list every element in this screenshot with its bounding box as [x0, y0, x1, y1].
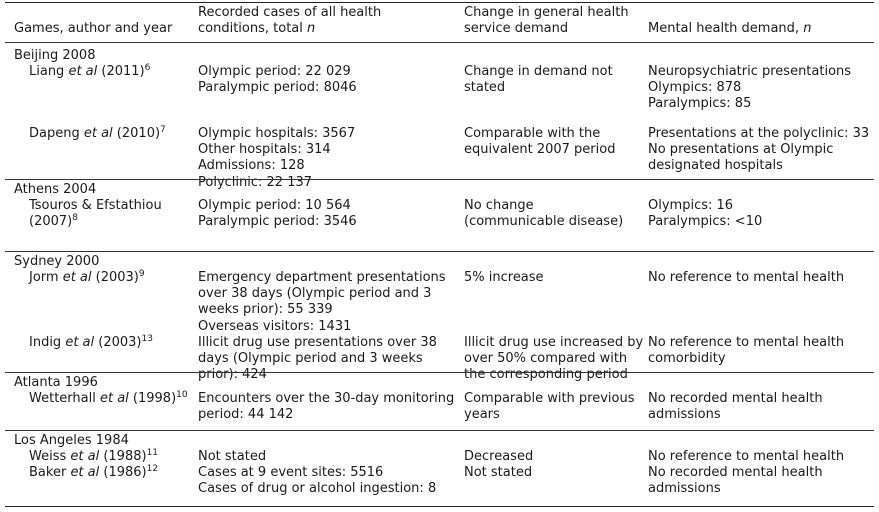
change-cell: Illicit drug use increased by over 50% compared with the corresponding period: [464, 335, 644, 383]
mental-health-cell: Neuropsychiatric presentations Olympics: 878 Paralympics: 85: [648, 64, 852, 112]
change-cell: Comparable with previous years: [464, 391, 635, 423]
reference-number: 7: [160, 125, 166, 135]
reference-number: 6: [144, 63, 151, 73]
cases-cell: Olympic hospitals: 3567 Other hospitals: 314 Admissions: 128 Polyclinic: 22 137: [198, 126, 356, 190]
cases-cell: Illicit drug use presentations over 38 days (Olympic period and 3 weeks prior): 424: [198, 335, 437, 383]
header-col-cases-line2: conditions, total n: [198, 20, 316, 36]
table-top-rule: [5, 2, 874, 3]
reference-number: 9: [138, 269, 145, 279]
mental-health-cell: No reference to mental health comorbidity: [648, 335, 845, 367]
cases-cell: Not stated: [198, 449, 267, 464]
mental-health-cell: No recorded mental health admissions: [648, 465, 823, 497]
author-cell: Weiss et al $(1988)^{11}$: [29, 448, 159, 464]
reference-number: 11: [146, 448, 159, 458]
cases-cell: Olympic period: 22 029 Paralympic period: 8046: [198, 64, 357, 96]
reference-number: 13: [141, 334, 153, 344]
author-cell: Indig et al $(2003)^{13}$: [29, 334, 153, 350]
reference-number: 10: [176, 390, 188, 400]
mental-health-cell: Olympics: 16 Paralympics: <10: [648, 198, 763, 230]
cases-cell: Encounters over the 30-day monitoring period: 44 142: [198, 391, 455, 423]
author-cell: Jorm et al $(2003)^9$: [29, 269, 145, 285]
header-rule: [5, 42, 874, 43]
header-col-mental: [648, 5, 811, 37]
reference-number: 12: [146, 464, 159, 474]
author-cell: Baker et al $(1986)^{12}$: [29, 464, 159, 480]
header-col-change: Change in general health service demand: [464, 4, 629, 36]
author-cell: Liang et al $(2011)^6$: [29, 63, 151, 79]
mental-health-cell: No recorded mental health admissions: [648, 391, 823, 423]
change-cell: Decreased: [464, 449, 534, 464]
group-separator: [5, 430, 874, 431]
mental-health-cell: No reference to mental health: [648, 270, 845, 285]
change-cell: Change in demand not stated: [464, 64, 613, 96]
table-bottom-rule: [5, 506, 874, 507]
cases-cell: Emergency department presentations over 38 days (Olympic period and 3 weeks prior): 55 339 Overseas visitors: 1431: [198, 270, 446, 334]
cases-cell: Cases at 9 event sites: 5516 Cases of drug or alcohol ingestion: 8: [198, 465, 437, 497]
change-cell: Comparable with the equivalent 2007 period: [464, 126, 616, 158]
header-col-games: Games, author and year: [14, 20, 173, 36]
group-separator: [5, 251, 874, 252]
group-title: Sydney 2000: [14, 254, 100, 269]
change-cell: No change (communicable disease): [464, 198, 624, 230]
author-cell: Tsouros & Efstathiou $(2007)^8$: [29, 198, 162, 230]
author-cell: Wetterhall et al $(1998)^{10}$: [29, 390, 188, 406]
change-cell: Not stated: [464, 465, 533, 480]
group-title: Athens 2004: [14, 182, 97, 197]
mental-health-cell: No reference to mental health: [648, 449, 845, 464]
group-title: Atlanta 1996: [14, 375, 98, 390]
group-title: Los Angeles 1984: [14, 433, 129, 448]
group-separator: [5, 179, 874, 180]
group-separator: [5, 372, 874, 373]
header-col-cases: Recorded cases of all health conditions, total n: [198, 4, 382, 36]
mental-health-cell: Presentations at the polyclinic: 33 No presentations at Olympic designated hospitals: [648, 126, 870, 174]
cases-cell: Olympic period: 10 564 Paralympic period: 3546: [198, 198, 357, 230]
change-cell: 5% increase: [464, 270, 544, 285]
group-title: Beijing 2008: [14, 48, 96, 63]
header-col-mental-line2: Mental health demand, n: [648, 20, 812, 36]
author-cell: Dapeng et al $(2010)^7$: [29, 125, 166, 141]
reference-number: 8: [72, 213, 78, 224]
